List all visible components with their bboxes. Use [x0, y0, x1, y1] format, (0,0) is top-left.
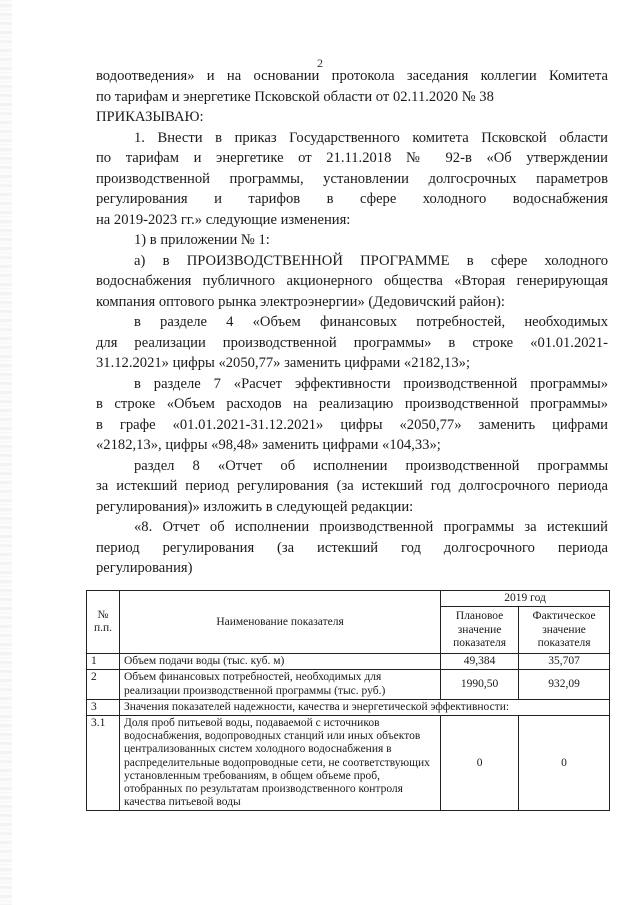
table-header-row: [87, 591, 610, 607]
header-plan: Плановое значение показателя: [441, 607, 519, 654]
document-body: [96, 66, 608, 579]
row-num: 1: [87, 654, 120, 670]
report-table: [86, 590, 610, 811]
header-num: № п.п.: [87, 591, 120, 654]
table-row: [87, 670, 610, 699]
row-plan: 49,384: [441, 654, 519, 670]
table-row: [87, 716, 610, 811]
header-fact: Фактическое значение показателя: [519, 607, 610, 654]
text-line: по тарифам и энергетике Псковской области от 02.11.2020 № 38: [96, 88, 494, 105]
text-line: раздел 8 «Отчет об исполнении производственной программы: [134, 457, 608, 474]
text-line: на 2019-2023 гг.» следующие изменения:: [96, 211, 351, 228]
text-line: регулирования): [96, 560, 193, 576]
row-name: Объем финансовых потребностей, необходимых для реализации производственной программы (тыс. руб.): [119, 670, 440, 699]
table-row: [87, 654, 610, 670]
order-heading: ПРИКАЗЫВАЮ:: [96, 109, 204, 125]
scan-edge-artifact: [0, 0, 12, 905]
text-line: а) в ПРОИЗВОДСТВЕННОЙ ПРОГРАММЕ в сфере холодного: [134, 252, 608, 269]
text-line: регулирования и тарифов в сфере холодного водоснабжения: [96, 191, 608, 207]
text-line: в строке «Объем расходов на реализацию производственной программы»: [96, 396, 608, 412]
row-fact: 932,09: [519, 670, 610, 699]
text-line: «8. Отчет об исполнении производственной программы за истекший: [134, 519, 608, 535]
row-fact: 35,707: [519, 654, 610, 670]
text-line: компания оптового рынка электроэнергии» (Дедовичский район):: [96, 293, 505, 310]
text-line: регулирования)» изложить в следующей редакции:: [96, 498, 414, 515]
row-plan: 0: [441, 716, 519, 811]
text-line: водоснабжения публичного акционерного общества «Вторая генерирующая: [96, 273, 608, 289]
text-line: водоотведения» и на основании протокола заседания коллегии Комитета: [96, 68, 608, 84]
row-num: 3.1: [87, 716, 120, 811]
row-name: Доля проб питьевой воды, подаваемой с источников водоснабжения, водопроводных станций или иных объектов централизованных систем холодного водоснабжения в распределительные водопроводные сети, не соответствующих установленным требованиям, в общем объеме проб, отобранных по результатам производственного контроля качества питьевой воды: [119, 716, 440, 811]
row-plan: 1990,50: [441, 670, 519, 699]
header-year: 2019 год: [441, 591, 610, 607]
text-line: для реализации производственной программы» в строке «01.01.2021-: [96, 334, 608, 351]
row-name: Значения показателей надежности, качества и энергетической эффективности:: [119, 699, 609, 715]
text-line: за истекший период регулирования (за истекший год долгосрочного периода: [96, 478, 608, 494]
text-line: в графе «01.01.2021-31.12.2021» цифры «2050,77» заменить цифрами: [96, 416, 608, 433]
text-line: 1) в приложении № 1:: [134, 232, 270, 248]
header-name: Наименование показателя: [119, 591, 440, 654]
row-num: 3: [87, 699, 120, 715]
row-fact: 0: [519, 716, 610, 811]
text-line: 31.12.2021» цифры «2050,77» заменить цифрами «2182,13»;: [96, 355, 470, 371]
text-line: по тарифам и энергетике от 21.11.2018 № 92-в «Об утверждении: [96, 150, 608, 166]
row-name: Объем подачи воды (тыс. куб. м): [119, 654, 440, 670]
row-num: 2: [87, 670, 120, 699]
text-line: «2182,13», цифры «98,48» заменить цифрами «104,33»;: [96, 437, 441, 453]
text-line: в разделе 4 «Объем финансовых потребностей, необходимых: [134, 314, 608, 330]
text-line: период регулирования (за истекший год долгосрочного периода: [96, 539, 608, 556]
text-line: производственной программы, установлении долгосрочных параметров: [96, 170, 608, 187]
page-number: 2: [317, 56, 323, 70]
text-line: в разделе 7 «Расчет эффективности производственной программы»: [134, 375, 608, 392]
text-line: 1. Внести в приказ Государственного комитета Псковской области: [134, 129, 608, 146]
table-row: [87, 699, 610, 715]
